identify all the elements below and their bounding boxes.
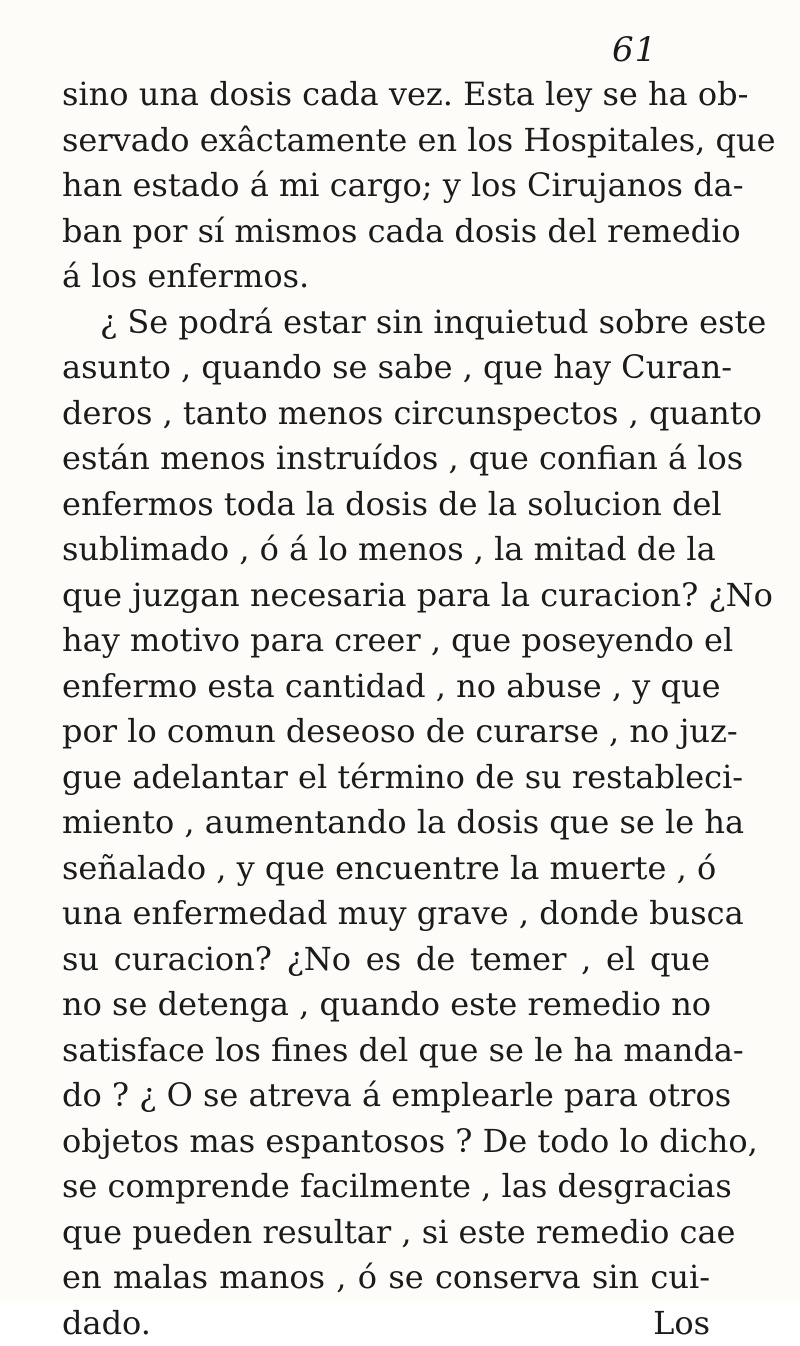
text-line: objetos mas espantosos ? De todo lo dicho, [62, 1119, 710, 1165]
text-line: hay motivo para creer , que poseyendo el [62, 618, 710, 664]
final-line-text: dado. [62, 1301, 151, 1346]
text-line: enfermos toda la dosis de la solucion del [62, 482, 710, 528]
text-line: enfermo esta cantidad , no abuse , y que [62, 664, 710, 710]
text-line: se comprende facilmente , las desgracias [62, 1164, 710, 1210]
text-line: servado exâctamente en los Hospitales, que [62, 118, 710, 164]
text-line: sublimado , ó á lo menos , la mitad de la [62, 527, 710, 573]
text-line: no se detenga , quando este remedio no [62, 982, 710, 1028]
text-line: en malas manos , ó se conserva sin cui- [62, 1255, 710, 1301]
text-line: sino una dosis cada vez. Esta ley se ha ob- [62, 72, 710, 118]
text-line: miento , aumentando la dosis que se le ha [62, 800, 710, 846]
text-line: ban por sí mismos cada dosis del remedio [62, 209, 710, 255]
text-line: señalado , y que encuentre la muerte , ó [62, 846, 710, 892]
page-body-text [62, 72, 710, 1346]
text-line: deros , tanto menos circunspectos , quanto [62, 391, 710, 437]
text-line: han estado á mi cargo; y los Cirujanos da- [62, 163, 710, 209]
catchword: Los [653, 1301, 710, 1346]
final-line [62, 1301, 710, 1346]
text-line: están menos instruídos , que confian á los [62, 436, 710, 482]
text-line: satisface los fines del que se le ha manda- [62, 1028, 710, 1074]
paragraph-start-line: ¿ Se podrá estar sin inquietud sobre este [62, 300, 710, 346]
text-line: á los enfermos. [62, 254, 710, 300]
text-line: que juzgan necesaria para la curacion? ¿No [62, 573, 710, 619]
text-line: gue adelantar el término de su restableci- [62, 755, 710, 801]
text-line: do ? ¿ O se atreva á emplearle para otros [62, 1073, 710, 1119]
text-line: por lo comun deseoso de curarse , no juz- [62, 709, 710, 755]
text-line: una enfermedad muy grave , donde busca [62, 891, 710, 937]
text-line: su curacion? ¿No es de temer , el que [62, 937, 710, 983]
text-line: que pueden resultar , si este remedio cae [62, 1210, 710, 1256]
text-line: asunto , quando se sabe , que hay Curan- [62, 345, 710, 391]
page-number: 61 [612, 30, 657, 70]
